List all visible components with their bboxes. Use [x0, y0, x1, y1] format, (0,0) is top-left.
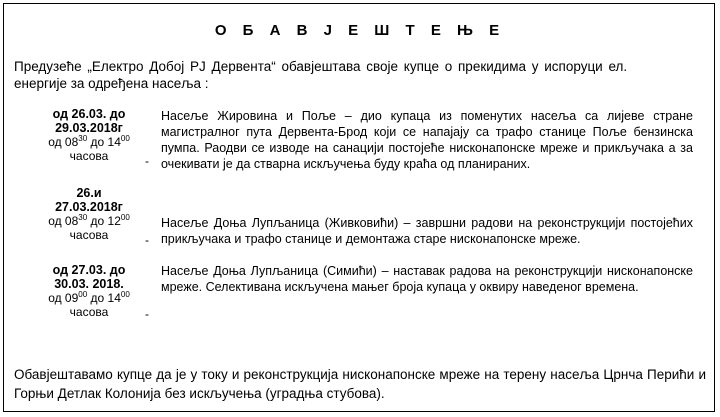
entry-2-date-line-1: 26.и: [76, 186, 102, 200]
entry-1-date-line-1: од 26.03. до: [52, 107, 126, 121]
entry-3-time-range: од $09^{00}$ до $14^{00}$: [48, 290, 130, 305]
intro-line-1: Предузеће „Електро Добој РЈ Дервента“ обавјештава своје купце о прекидима у испоруци ел.: [14, 59, 628, 74]
entry-1-date-line-2: 29.03.2018г: [55, 121, 123, 135]
entry-2-description: Насеље Доња Лупљаница (Живковићи) – завршни радови на реконструкцији постојећих прикључака и трафо станице и демонтажа старе нисконапонске мреже.: [161, 216, 693, 246]
entry-2-date-line-2: 27.03.2018г: [55, 200, 123, 214]
entry-3-time-unit: часова: [69, 305, 109, 319]
entry-1-time-range: од $08^{30}$ до $14^{00}$: [48, 134, 130, 149]
entry-2-time-range: од $08^{30}$ до $12^{00}$: [48, 213, 130, 228]
entry-3-date-block: [14, 263, 164, 319]
intro-paragraph: [14, 58, 706, 92]
entry-1-description: Насеље Жировина и Поље – дио купаца из поменутих насеља са лијеве стране магистралног пута Дервента-Брод који се напајају са трафо станице Поље бензинска пумпа. Раодви се изводе на санацији постојеће нисконапонске мреже и прикључака а за очекивати је да стварна искључења буду краћа од планираних.: [161, 109, 693, 171]
entry-2-time-unit: часова: [69, 228, 109, 242]
entry-1-dash: -: [145, 154, 149, 168]
intro-line-2: енергије за одређена насеља :: [14, 76, 209, 91]
entry-2-dash: -: [145, 233, 149, 247]
entry-1-time-unit: часова: [69, 149, 109, 163]
entry-3-dash: -: [145, 307, 149, 321]
entry-1-date-block: [14, 107, 164, 163]
entry-3-date-line-1: од 27.03. до: [52, 263, 126, 277]
entry-3-description: Насеље Доња Лупљаница (Симићи) – наставак радова на реконструкцији нисконапонске мреже. Селективана искључена мањег броја купаца у оквиру наведеног времена.: [161, 264, 693, 294]
entry-3-date-line-2: 30.03. 2018.: [54, 277, 124, 291]
notice-title: О Б А В Ј Е Ш Т Е Њ Е: [214, 22, 506, 39]
closing-paragraph: Обавјештавамо купце да је у току и реконструкција нисконапонске мреже на терену насеља Црнча Перићи и Горњи Детлак Колонија без искључења (уградња стубова).: [14, 367, 706, 401]
entry-2-date-block: [14, 186, 164, 242]
